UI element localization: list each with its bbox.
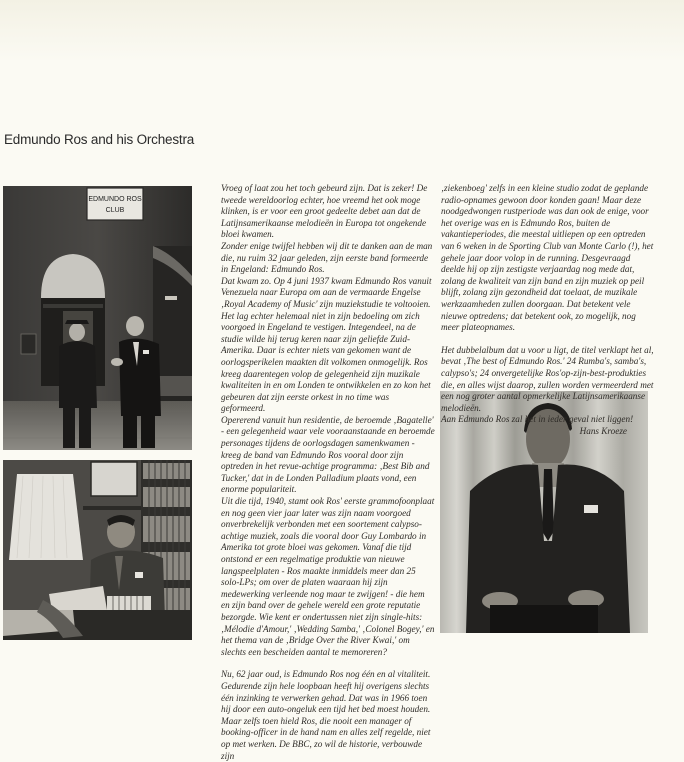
club-sign-line1: EDMUNDO ROS	[88, 196, 142, 203]
article-paragraph: Dat kwam zo. Op 4 juni 1937 kwam Edmundo Ros vanuit Venezuela naar Europa om aan de vermaarde Engelse ‚Royal Academy of Music' zijn muziekstudie te voltooien. Het lag echter helemaal niet in zijn bedoeling om zich voorgoed in Engeland te vestigen. Integendeel, na de studie wilde hij terug keren naar zijn geliefde Zuid-Amerika. Daar is echter niets van gekomen want de oorlogsperikelen maakten dit volkomen onmogelijk. Ros kreeg daarentegen volop de gelegenheid zijn muzikale kwaliteiten in en om Londen te ontwikkelen en zo kon het gebeuren dat zijn eerste orkest in no time was geformeerd.	[221, 275, 432, 414]
article-paragraph: ‚ziekenboeg' zelfs in een kleine studio zodat de geplande radio-opnames gewoon door konden gaan! Maar deze noodgedwongen rustperiode was dan ook de enige, voor het overige was en is Edmundo Ros, buiten de vakantieperiodes, die meestal uitliepen op een optreden van 6 weken in de Sporting Club van Monte Carlo (!), het gehele jaar door volop in de running. Desgevraagd deelde hij op zijn zestigste verjaardag nog mede dat, zolang de kwaliteit van zijn band en zijn muziek op peil blijft, zolang zijn gezondheid dat toelaat, de muzikale werkzaamheden zullen doorgaan. Dat betekent vele nieuwe optredens; dat betekent ook, zo mogelijk, nog meer plateopnames.	[441, 183, 654, 333]
photo-club-entrance	[3, 186, 192, 450]
author-signature: Hans Kroeze	[579, 425, 627, 436]
article-paragraph: Uit die tijd, 1940, stamt ook Ros' eerste grammofoonplaat en nog geen vier jaar later was zijn naam voorgoed onverbrekelijk verbonden met een soortement calypso-achtige muziek, zoals die vooral door Guy Lombardo in Amerika tot grote bloei was gekomen. Vanaf die tijd ontstond er een regelmatige produktie van nieuwe langspeelplaten - Ros maakte inmiddels meer dan 25 solo-LPs; om over de platen waaraan hij zijn medewerking verleende nog maar te zwijgen! - die hem en zijn band over de gehele wereld een grote reputatie bezorgde. Wie kent er ondertussen niet zijn single-hits: ‚Mélodie d'Amour,' ‚Wedding Samba,' ‚Colonel Bogey,' en het thema van de ‚Bridge Over the River Kwai,' om slechts een bescheiden aantal te memoreren?	[221, 496, 435, 657]
article-paragraph: Vroeg of laat zou het toch gebeurd zijn. Dat is zeker! De tweede wereldoorlog echter, hoe vreemd het ook moge klinken, is er voor een groot gedeelte debet aan dat de Latijnsamerikaanse melodieën in Europa tot ongekende bloei kwamen.	[221, 183, 428, 240]
article-paragraph: Aan Edmundo Ros zal het in ieder geval niet liggen!	[441, 414, 634, 425]
article-paragraph: Het dubbelalbum dat u voor u ligt, de titel verklapt het al, bevat ‚The best of Edmundo Ros.' 24 Rumba's, samba's, calypso's; 24 onvergetelijke Ros'op-zijn-best-produkties die, en alles wijst daarop, zullen worden vermeerderd met een nog groter aantal opmerkelijke Latijnsamerikaanse melodieën.	[441, 344, 654, 413]
article-column-middle	[221, 183, 435, 762]
article-paragraph: Nu, 62 jaar oud, is Edmundo Ros nog één en al vitaliteit. Gedurende zijn hele loopbaan heeft hij overigens slechts één inzinking te verwerken gehad. Dat was in 1966 toen hij door een auto-ongeluk een tijd het bed moest houden. Maar zelfs toen hield Ros, die nooit een manager of booking-officer in de hand nam en alles zelf regelde, niet op met werken. De BBC, zo wil de historie, verbouwde zijn	[221, 669, 431, 761]
article-paragraph: Zonder enige twijfel hebben wij dit te danken aan de man die, nu ruim 32 jaar geleden, zijn eerste band formeerde in Engeland: Edmundo Ros.	[221, 240, 433, 275]
article-paragraph: Opererend vanuit hun residentie, de beroemde ‚Bagatelle' - een gelegenheid waar vele vooraanstaande en beroemde personages tijdens de oorlogsdagen samenkwamen - kreeg de band van Edmundo Ros vooral door zijn optreden in het revue-achtige programma: ‚Best Bib and Tucker,' dat in de Londen Palladium plaats vond, een enorme populariteit.	[221, 414, 435, 495]
photo-at-desk	[3, 460, 192, 640]
club-sign-line2: CLUB	[105, 207, 125, 214]
page-title: Edmundo Ros and his Orchestra	[4, 132, 195, 147]
article-column-right	[441, 183, 655, 437]
paper-tint	[0, 0, 684, 60]
